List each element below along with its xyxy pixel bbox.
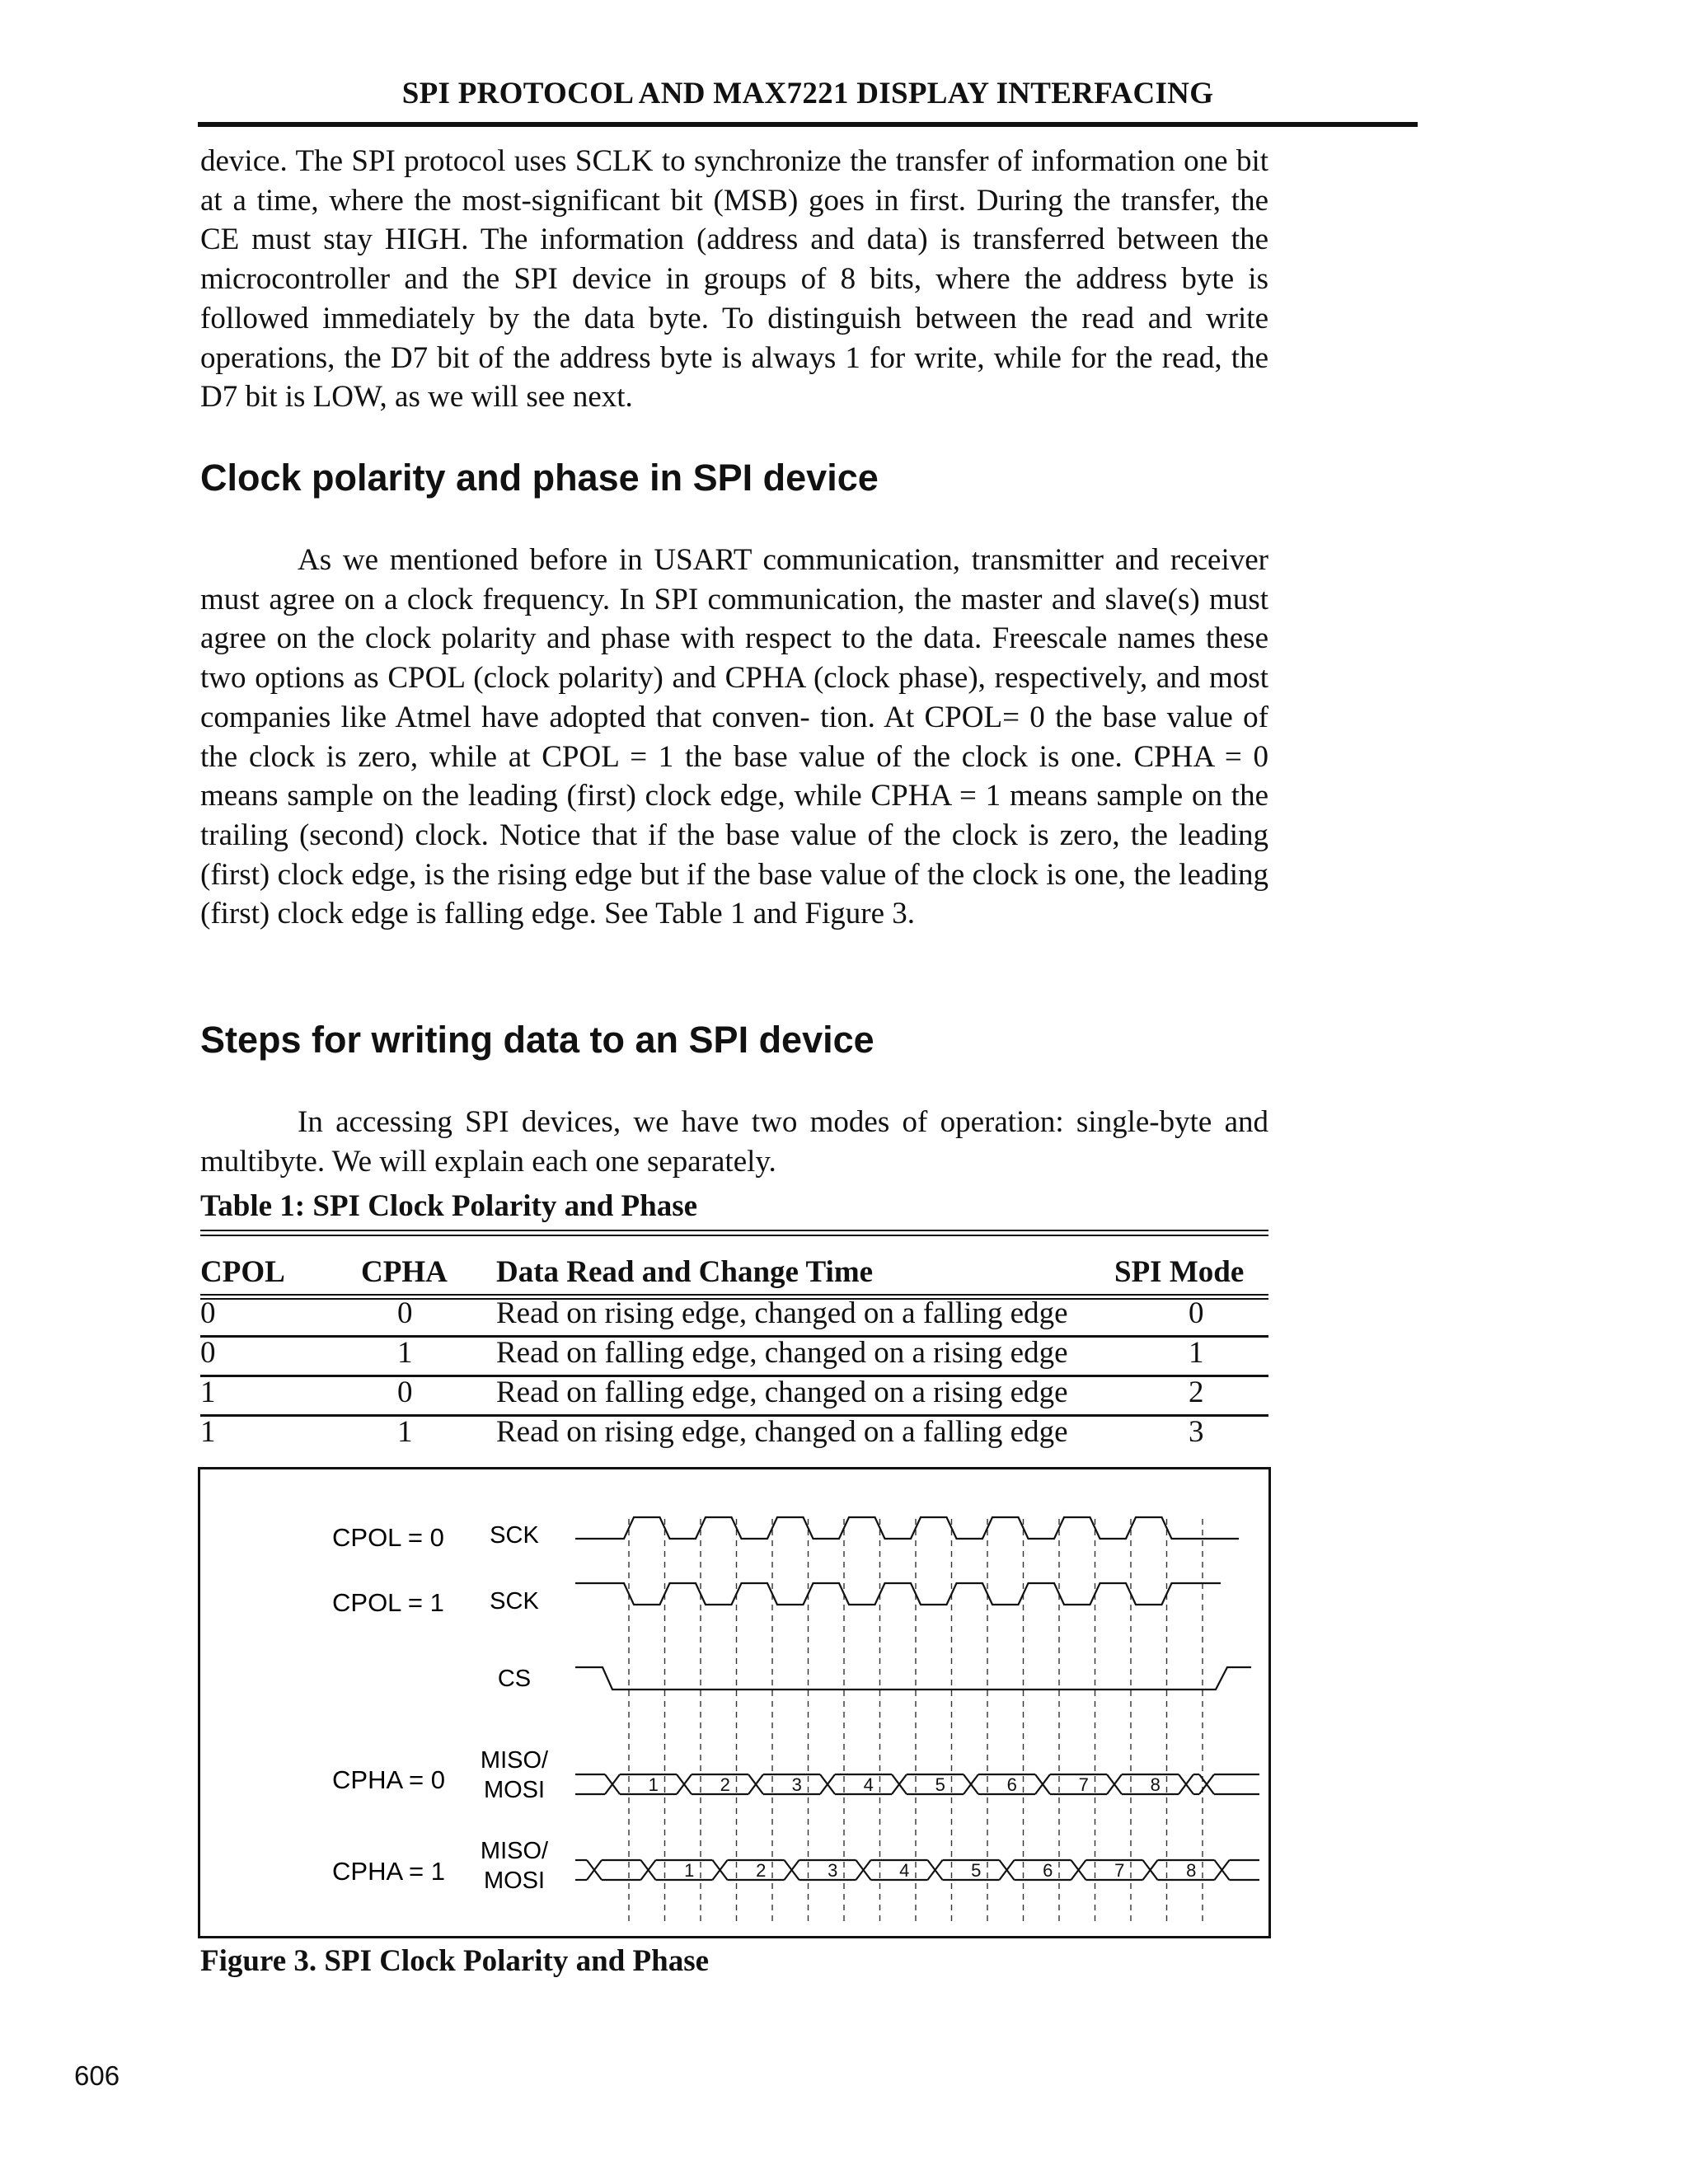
- label-mosi-cpha1: MOSI: [483, 1868, 546, 1894]
- bit-number: 4: [899, 1860, 910, 1881]
- label-sck-cpol1: SCK: [490, 1588, 539, 1615]
- figure-caption: Figure 3. SPI Clock Polarity and Phase: [200, 1944, 710, 1978]
- bit-number: 1: [684, 1860, 695, 1881]
- label-miso-cpha0: MISO/: [480, 1747, 549, 1774]
- cpha1-data-transition: [713, 1860, 728, 1880]
- cpha1-data-transition: [641, 1860, 656, 1880]
- sck-waveform-cpol1: [575, 1583, 1221, 1605]
- steps-section-heading: Steps for writing data to an SPI device: [200, 1019, 874, 1061]
- mode-cell: 3: [1189, 1415, 1204, 1449]
- table-top-rule-2: [200, 1235, 1268, 1236]
- header-rule: [198, 122, 1418, 127]
- cpha0-data-transition: [820, 1774, 835, 1794]
- header-data-read-change: Data Read and Change Time: [496, 1255, 874, 1289]
- bit-number: 2: [756, 1860, 767, 1881]
- label-miso-cpha1: MISO/: [480, 1838, 549, 1864]
- cpha-cell: 1: [397, 1415, 413, 1449]
- bit-number: 6: [1006, 1774, 1017, 1795]
- cpha1-data-transition: [785, 1860, 799, 1880]
- cpha0-data-transition: [964, 1774, 978, 1794]
- label-mosi-cpha0: MOSI: [483, 1777, 546, 1803]
- cpha-cell: 0: [397, 1296, 413, 1330]
- cpha-cell: 1: [397, 1336, 413, 1370]
- description-cell: Read on falling edge, changed on a rising edge: [496, 1376, 1068, 1409]
- intro-paragraph: device. The SPI protocol uses SCLK to synchronize the transfer of information one bit at a time, where the most-significant bit (MSB) goes in first. During the transfer, the CE must stay HIGH. The information (address and data) is transferred between the microcontroller and the SPI device in groups of 8 bits, where the address byte is followed immediately by the data byte. To distinguish between the read and write operations, the D7 bit of the address byte is always 1 for write, while for the read, the D7 bit is LOW, as we will see next.: [200, 144, 1268, 415]
- cpha0-data-transition: [1035, 1774, 1050, 1794]
- label-cpha1: CPHA = 1: [332, 1857, 445, 1886]
- timing-svg: [200, 1469, 1268, 1936]
- bit-number: 3: [828, 1860, 838, 1881]
- cpol-cell: 0: [200, 1336, 216, 1370]
- cpha-cell: 0: [397, 1376, 413, 1409]
- header-spi-mode: SPI Mode: [1114, 1255, 1245, 1289]
- bit-number: 4: [863, 1774, 874, 1795]
- cpha0-data-transition: [605, 1774, 620, 1794]
- sck-waveform-cpol0: [575, 1517, 1239, 1539]
- description-cell: Read on falling edge, changed on a rising edge: [496, 1336, 1068, 1370]
- cpha0-data-transition: [1199, 1774, 1214, 1794]
- spi-timing-diagram: [198, 1467, 1271, 1938]
- cpha1-data-transition: [928, 1860, 943, 1880]
- label-cpol0: CPOL = 0: [332, 1523, 444, 1552]
- cpha0-data-transition: [748, 1774, 763, 1794]
- cpha1-data-transition: [1000, 1860, 1015, 1880]
- cpha0-data-transition: [1179, 1774, 1193, 1794]
- cpha0-data-transition: [1107, 1774, 1122, 1794]
- cpha1-data-transition: [587, 1860, 602, 1880]
- clock-section-paragraph: As we mentioned before in USART communication, transmitter and receiver must agree on a clock frequency. In SPI communication, the master and slave(s) must agree on the clock polarity and phase with respect to the data. Freescale names these two options as CPOL (clock polarity) and CPHA (clock phase), respectively, and most companies like Atmel have adopted that conven- tion. At CPOL= 0 the base value of the clock is zero, while at CPOL = 1 the base value of the clock is one. CPHA = 0 means sample on the leading (first) clock edge, while CPHA = 1 means sample on the trailing (second) clock. Notice that if the base value of the clock is zero, the leading (first) clock edge, is the rising edge but if the base value of the clock is one, the leading (first) clock edge is falling edge. See Table 1 and Figure 3.: [200, 543, 1268, 931]
- cpol-cell: 1: [200, 1415, 216, 1449]
- header-cpha: CPHA: [361, 1255, 448, 1289]
- bit-number: 8: [1186, 1860, 1197, 1881]
- label-cpha0: CPHA = 0: [332, 1765, 445, 1794]
- label-sck-cpol0: SCK: [490, 1522, 539, 1549]
- steps-section-paragraph: In accessing SPI devices, we have two modes of operation: single-byte and multibyte. We will explain each one separately.: [200, 1105, 1268, 1179]
- cs-waveform: [575, 1667, 1251, 1690]
- cpha0-data-transition: [892, 1774, 907, 1794]
- bit-number: 6: [1043, 1860, 1053, 1881]
- label-cs: CS: [497, 1666, 532, 1692]
- bit-number: 5: [935, 1774, 945, 1795]
- header-cpol: CPOL: [200, 1255, 285, 1289]
- cpha0-data-transition: [677, 1774, 692, 1794]
- mode-cell: 2: [1189, 1376, 1204, 1409]
- bit-number: 7: [1078, 1774, 1089, 1795]
- running-head: SPI PROTOCOL AND MAX7221 DISPLAY INTERFACING: [401, 77, 1214, 110]
- table-title: Table 1: SPI Clock Polarity and Phase: [200, 1189, 698, 1223]
- cpha1-data-transition: [1071, 1860, 1086, 1880]
- cpha1-data-transition: [856, 1860, 871, 1880]
- page-number: 606: [74, 2060, 120, 2091]
- mode-cell: 1: [1189, 1336, 1204, 1370]
- description-cell: Read on rising edge, changed on a falling edge: [496, 1415, 1068, 1449]
- cpol-cell: 0: [200, 1296, 216, 1330]
- mode-cell: 0: [1189, 1296, 1204, 1330]
- cpol-cell: 1: [200, 1376, 216, 1409]
- bit-number: 7: [1114, 1860, 1125, 1881]
- bit-number: 2: [720, 1774, 730, 1795]
- waveforms: [575, 1517, 1259, 1880]
- clock-section-heading: Clock polarity and phase in SPI device: [200, 457, 879, 499]
- bit-number: 5: [971, 1860, 982, 1881]
- bit-number: 3: [791, 1774, 802, 1795]
- description-cell: Read on rising edge, changed on a falling edge: [496, 1296, 1068, 1330]
- cpha1-data-transition: [1215, 1860, 1230, 1880]
- bit-number: 1: [648, 1774, 659, 1795]
- cpha1-data-transition: [1143, 1860, 1158, 1880]
- bit-number: 8: [1150, 1774, 1160, 1795]
- label-cpol1: CPOL = 1: [332, 1588, 444, 1617]
- table-top-rule: [200, 1230, 1268, 1231]
